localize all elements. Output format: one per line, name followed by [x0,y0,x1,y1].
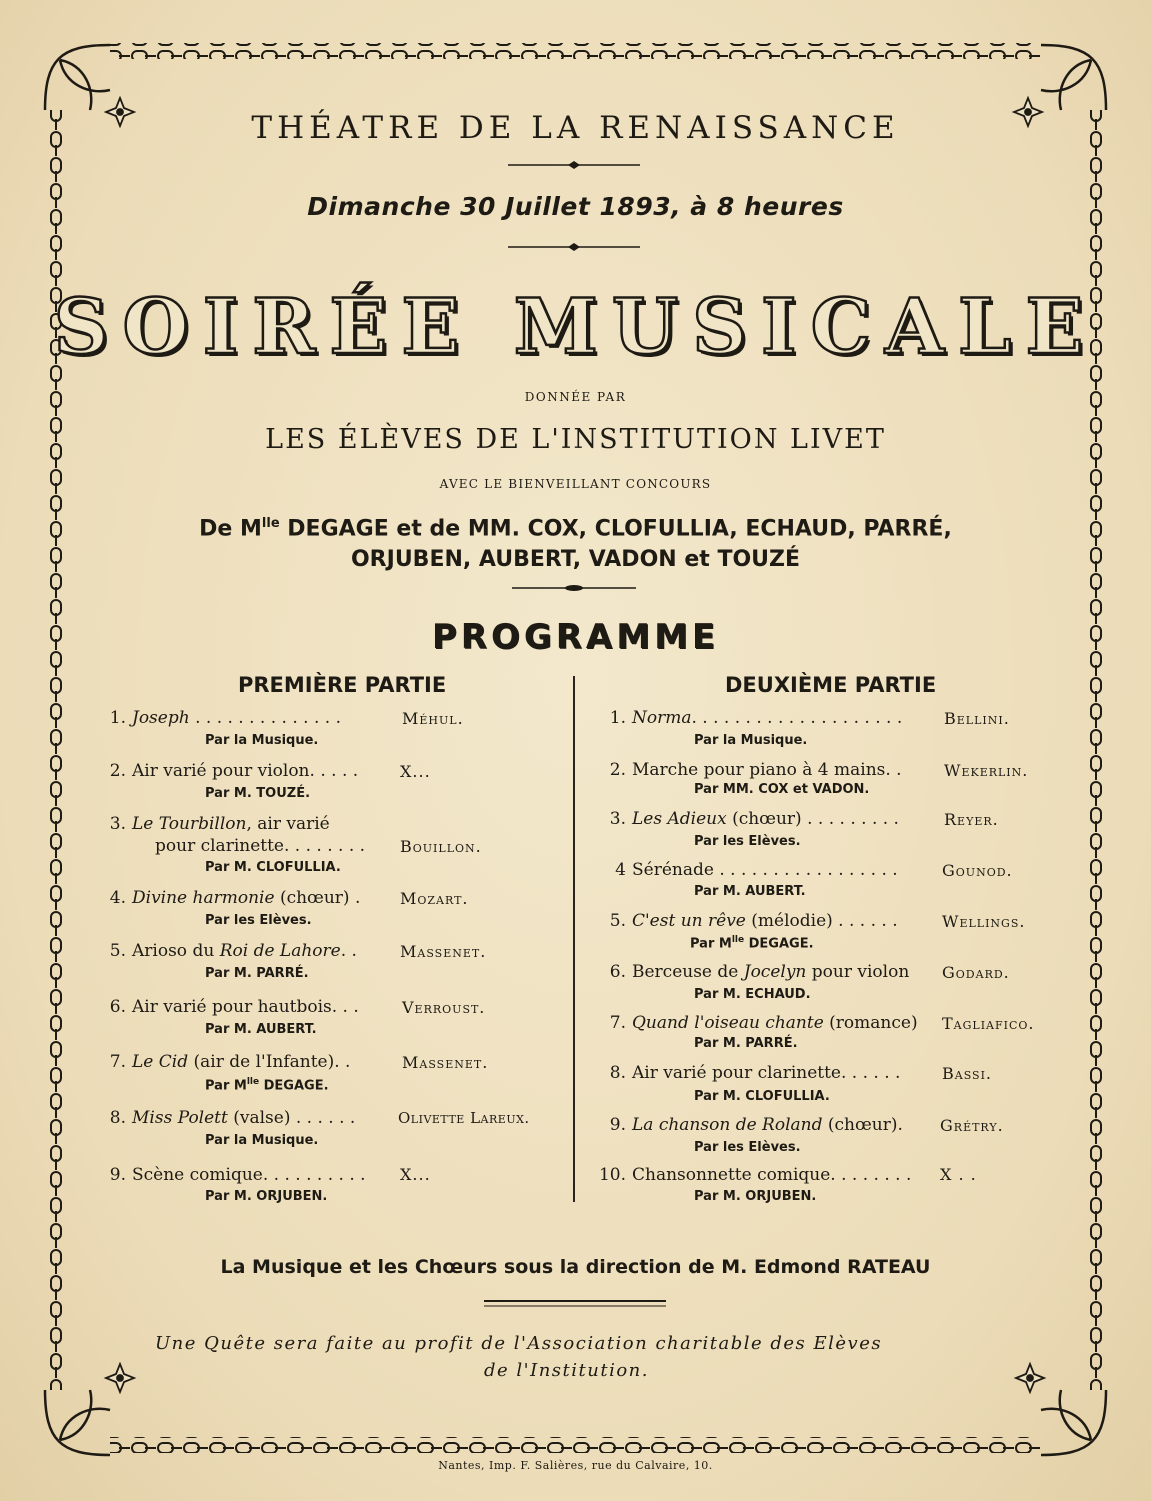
item-performer: Par M. CLOFULLIA. [694,1089,830,1104]
event-date: Dimanche 30 Juillet 1893, à 8 heures [307,192,844,221]
item-title: Air varié pour clarinette [632,1063,841,1083]
item-title-suffix: (chœur). [822,1115,903,1135]
item-performer: Par M. TOUZÉ. [205,786,311,801]
item-number: 4. [109,888,126,908]
item-title-italic: Jocelyn [743,962,807,982]
item-title: Les Adieux [632,809,727,829]
list-item [98,1108,355,1128]
list-item [598,809,899,829]
item-title: Norma [632,708,692,728]
item-number: 3. [609,809,626,829]
donnee-par-label: DONNÉE PAR [524,390,627,404]
item-leader: . . . [331,997,359,1017]
item-performer [205,1077,329,1093]
item-title-suffix: (valse) . . . . . . [227,1108,356,1128]
item-performer: Par M. PARRÉ. [694,1036,798,1051]
item-composer: Massenet. [402,1053,489,1072]
list-item [598,1063,900,1083]
item-leader: . . [340,941,357,961]
item-performer: Par M. CLOFULLIA. [205,860,341,875]
item-performer: Par les Elèves. [694,1140,801,1155]
performer-name: DEGAGE. [744,936,814,952]
list-item [598,708,902,728]
item-number: 8. [109,1108,126,1128]
list-item [98,1165,366,1185]
item-number: 6. [609,962,626,982]
item-leader: . . . . . . . . . . . . . . . . . [713,860,898,880]
item-leader: . . [885,760,902,780]
list-item [98,708,341,728]
part2-heading: DEUXIÈME PARTIE [725,673,937,697]
artists-list [0,508,1151,575]
item-number: 5. [609,911,626,931]
artists-line2: ORJUBEN, AUBERT, VADON et TOUZÉ [350,547,800,573]
item-number: 8. [609,1063,626,1083]
item-performer: Par M. ORJUBEN. [694,1189,817,1204]
list-item [98,1052,350,1072]
item-composer: Gounod. [942,861,1013,880]
programme-heading: PROGRAMME [431,617,720,657]
item-leader: . . . . . . . . [830,1165,912,1185]
item-title: Le Cid [132,1052,189,1072]
item-title-suffix: , air varié [246,814,330,834]
item-title: Divine harmonie [132,888,275,908]
item-leader: . . . . . . [841,1063,901,1083]
item-composer: Bellini. [944,709,1010,728]
item-composer: Méhul. [402,709,464,728]
item-title: Sérénade [632,860,714,880]
item-title: Air varié pour hautbois [132,997,332,1017]
item-composer: X . . [940,1165,977,1184]
item-performer: Par M. AUBERT. [694,884,806,899]
list-item [598,860,898,880]
item-composer: Mozart. [400,889,469,908]
item-leader: . . . . . . . . . . . . . . . . . . . . [691,708,903,728]
item-title: C'est un rêve [632,911,746,931]
item-title-suffix: pour violon [806,962,910,982]
item-number: 9. [109,1165,126,1185]
item-number: 4 [615,860,626,880]
item-performer: Par les Elèves. [205,913,312,928]
item-title: Air varié pour violon [132,761,310,781]
item-number: 2. [109,761,126,781]
list-item [98,761,358,781]
item-performer: Par les Elèves. [694,834,801,849]
printer-credit: Nantes, Imp. F. Salières, rue du Calvaire, 10. [438,1459,713,1472]
direction-line: La Musique et les Chœurs sous la direction de M. Edmond RATEAU [220,1256,931,1278]
item-title: La chanson de Roland [632,1115,823,1135]
item-performer [690,935,814,951]
item-composer: Godard. [942,963,1010,982]
list-item [598,760,902,780]
item-composer: Bassi. [942,1064,993,1083]
list-item [598,911,898,931]
item-title-suffix: (chœur) . . . . . . . . . [726,809,899,829]
list-item [98,888,360,908]
item-title: Marche pour piano à 4 mains [632,760,886,780]
item-performer: Par M. PARRÉ. [205,966,309,981]
item-number: 1. [109,708,126,728]
quete-line2: de l'Institution. [484,1360,649,1381]
theatre-name: THÉATRE DE LA RENAISSANCE [251,110,900,146]
column-divider [573,676,575,1202]
item-number: 10. [598,1165,626,1185]
list-item [98,997,359,1017]
list-item [598,1013,918,1033]
performer-sup: lle [246,1077,260,1087]
item-title-suffix: (mélodie) . . . . . . [745,911,898,931]
item-performer: Par la Musique. [205,1133,319,1148]
item-performer: Par MM. COX et VADON. [694,782,870,797]
item-title-italic: Roi de Lahore [219,941,341,961]
item-number: 7. [609,1013,626,1033]
item-composer: Massenet. [400,942,487,961]
item-number: 5. [109,941,126,961]
page-title: SOIRÉE MUSICALE [53,282,1098,371]
institution-line: LES ÉLÈVES DE L'INSTITUTION LIVET [265,424,886,455]
item-composer: Tagliafico. [942,1014,1035,1033]
concours-label: AVEC LE BIENVEILLANT CONCOURS [439,477,712,491]
performer-prefix: Par M [205,1078,247,1094]
item-number: 3. [109,814,126,834]
artists-line1-sup: lle [261,516,280,531]
performer-sup: lle [731,935,745,945]
list-item [98,941,357,961]
item-leader: . . . . . . . . . . . . . . [189,708,341,728]
item-title: Arioso du [132,941,220,961]
item-title-suffix: (romance) [823,1013,918,1033]
list-item [598,962,909,982]
item-composer: Olivette Lareux. [398,1109,530,1127]
item-composer: Wekerlin. [944,761,1029,780]
item-performer: Par la Musique. [205,733,319,748]
item-title: Chansonnette comique [632,1165,831,1185]
item-title: Berceuse de [632,962,744,982]
item-title-suffix: (air de l'Infante). . [188,1052,351,1072]
list-item [598,1115,903,1135]
item-leader: . . . . . [309,761,359,781]
item-performer: Par M. ECHAUD. [694,987,811,1002]
item-composer: Reyer. [944,810,999,829]
item-title-line2: pour clarinette. . . . . . . . [155,836,366,856]
list-item [598,1165,911,1185]
item-title: Scène comique [132,1165,263,1185]
item-composer: Wellings. [942,912,1026,931]
quete-line1: Une Quête sera faite au profit de l'Association charitable des Elèves [155,1333,883,1354]
item-title: Le Tourbillon [132,814,247,834]
item-composer: Verroust. [402,998,486,1017]
performer-prefix: Par M [690,936,732,952]
item-number: 2. [609,760,626,780]
item-number: 9. [609,1115,626,1135]
item-title: Quand l'oiseau chante [632,1013,824,1033]
item-leader: . . . . . . . . . . [262,1165,366,1185]
part1-heading: PREMIÈRE PARTIE [238,673,447,697]
item-composer: Bouillon. [400,837,482,856]
item-composer: X... [400,762,431,781]
list-item [98,814,330,834]
performer-name: DEGAGE. [259,1078,329,1094]
item-number: 7. [109,1052,126,1072]
item-number: 1. [609,708,626,728]
item-performer: Par la Musique. [694,733,808,748]
item-composer: Grétry. [940,1116,1004,1135]
item-number: 6. [109,997,126,1017]
artists-line1-b: DEGAGE et de MM. COX, CLOFULLIA, ECHAUD, PARRÉ, [279,516,952,542]
item-title: Miss Polett [132,1108,228,1128]
item-composer: X... [400,1165,431,1184]
artists-line1-a: De M [199,516,262,542]
item-performer: Par M. ORJUBEN. [205,1189,328,1204]
item-performer: Par M. AUBERT. [205,1022,317,1037]
item-title: Joseph [132,708,190,728]
item-title-suffix: (chœur) . [274,888,361,908]
